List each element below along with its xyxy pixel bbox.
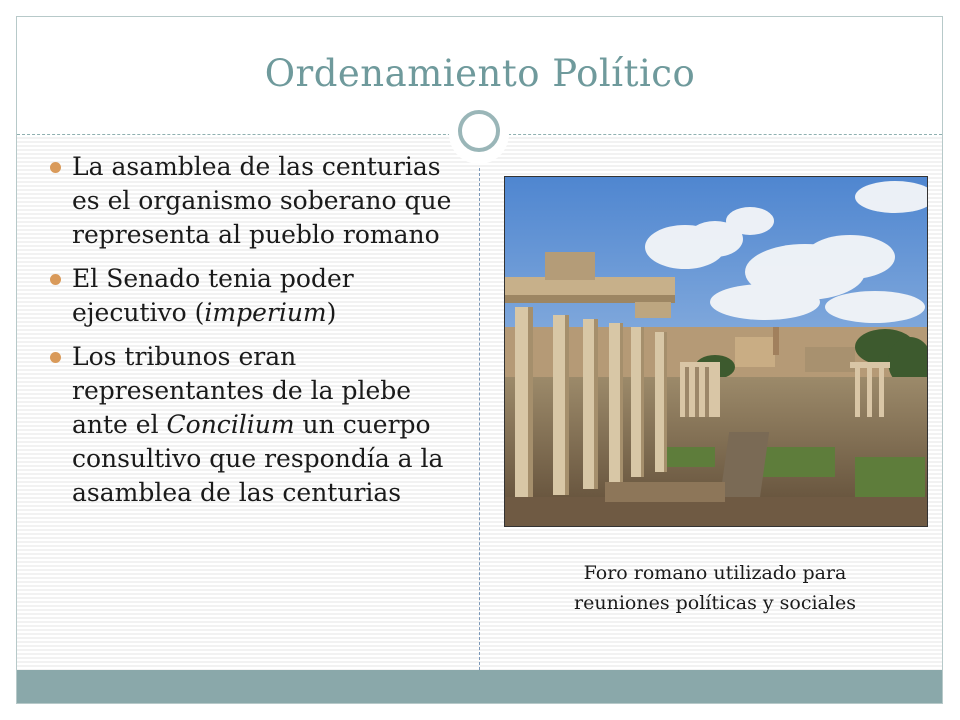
bullet-list bbox=[48, 150, 468, 520]
slide-title: Ordenamiento Político bbox=[264, 52, 696, 95]
bullet-item bbox=[48, 150, 468, 252]
ring-icon bbox=[458, 110, 500, 152]
column-divider bbox=[479, 168, 480, 670]
bullet-text: Los tribunos eran representantes de la plebe ante el bbox=[72, 342, 412, 439]
photo-caption bbox=[500, 558, 930, 618]
bullet-text-end: ) bbox=[326, 298, 337, 327]
footer-bar bbox=[17, 670, 942, 703]
bullet-text: La asamblea de las centurias es el organismo soberano que representa al pueblo romano bbox=[72, 152, 452, 249]
caption-line: Foro romano utilizado para bbox=[583, 562, 847, 584]
bullet-dot-icon bbox=[50, 274, 61, 285]
bullet-item bbox=[48, 262, 468, 330]
bullet-text-end: un cuerpo consultivo que respondía a la asamblea de las centurias bbox=[72, 410, 444, 507]
caption-line: reuniones políticas y sociales bbox=[574, 592, 856, 614]
bullet-emphasis: Concilium bbox=[166, 410, 295, 439]
roman-forum-illustration bbox=[505, 177, 928, 527]
bullet-item bbox=[48, 340, 468, 510]
bullet-emphasis: imperium bbox=[204, 298, 327, 327]
roman-forum-photo bbox=[504, 176, 928, 527]
bullet-text: El Senado tenia poder ejecutivo ( bbox=[72, 264, 354, 327]
bullet-dot-icon bbox=[50, 162, 61, 173]
bullet-dot-icon bbox=[50, 352, 61, 363]
